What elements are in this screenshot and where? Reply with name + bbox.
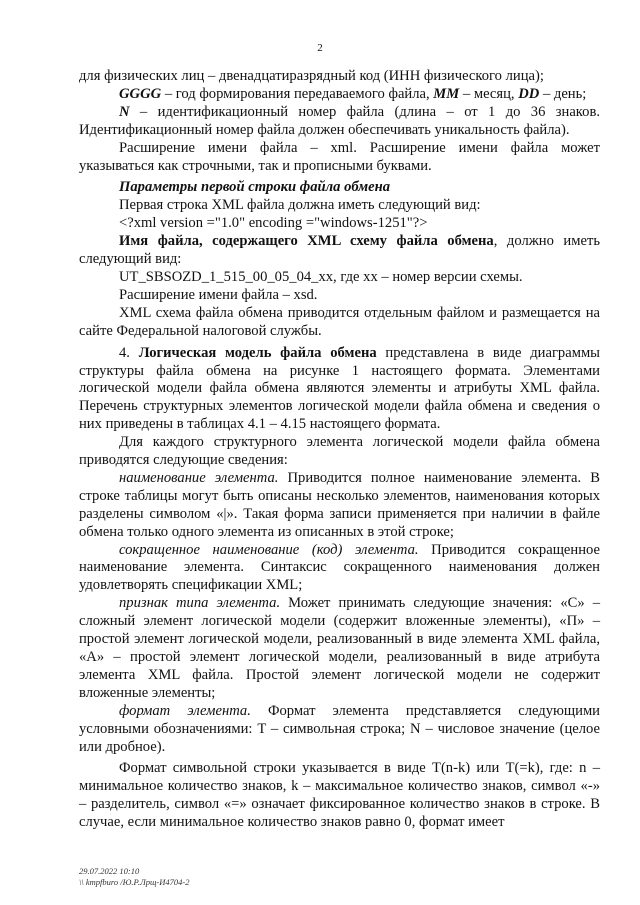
paragraph-14: [79, 470, 600, 542]
paragraph-3: [79, 104, 600, 140]
schema-file-name-text: UT_SBSOZD_1_515_00_05_04_xx, где хх – номер версии схемы.: [119, 268, 523, 285]
p12-num: 4.: [119, 344, 139, 361]
paragraph-10: [79, 287, 600, 305]
p2-month-code: MM: [433, 85, 460, 102]
section-heading: [79, 179, 600, 197]
paragraph-11: [79, 305, 600, 341]
p14-text: Приводится полное наименование элемента. В строке таблицы могут быть описаны несколько элементов, наименования которых разделены символом «|». Такая форма записи применяется при наличии в файле обмена только одного элемента из описанных в этой строке;: [79, 469, 600, 540]
p17-term: формат элемента.: [119, 702, 251, 719]
p16-text: Может принимать следующие значения: «С» – сложный элемент логической модели (содержит вложенные элементы), «П» – простой элемент логической модели, реализованный в виде элемента XML файла, «А» – простой элемент логической модели, реализованный в виде атрибута элемента XML файла. Простой элемент логической модели не содержит вложенные элементы;: [79, 595, 600, 701]
p8-bold: Имя файла, содержащего XML схему файла обмена: [119, 233, 494, 250]
paragraph-1: [79, 68, 600, 86]
p18-text: Формат символьной строки указывается в виде T(n-k) или T(=k), где: n – минимальное количество знаков, k – максимальное количество знаков, символ «-» – разделитель, символ «=» означает фиксированное количество знаков в строке. В случае, если минимальное количество знаков равно 0, формат имеет: [79, 760, 600, 831]
footer-date: 29.07.2022 10:10: [79, 866, 140, 876]
p12-bold: Логическая модель файла обмена: [138, 344, 377, 361]
p6-text: Первая строка XML файла должна иметь следующий вид:: [119, 197, 481, 214]
section-heading-text: Параметры первой строки файла обмена: [119, 179, 391, 196]
p10-text: Расширение имени файла – xsd.: [119, 286, 318, 303]
schema-file-name: [79, 269, 600, 287]
p11-text: XML схема файла обмена приводится отдельным файлом и размещается на сайте Федеральной налоговой службы.: [79, 304, 600, 339]
p2-day-code: DD: [518, 85, 540, 102]
paragraph-12: [79, 345, 600, 435]
p4-text: Расширение имени файла – xml. Расширение имени файла может указываться как строчными, так и прописными буквами.: [79, 139, 600, 174]
p2-text-2: – месяц,: [459, 85, 519, 102]
p2-text-3: – день;: [539, 85, 587, 102]
p15-term: сокращенное наименование (код) элемента.: [119, 541, 419, 558]
p2-text-1: – год формирования передаваемого файла,: [161, 85, 434, 102]
p3-code: N: [119, 103, 130, 120]
paragraph-8: [79, 233, 600, 269]
paragraph-6: [79, 197, 600, 215]
paragraph-15: [79, 542, 600, 596]
print-footer: [79, 866, 189, 888]
p2-year-code: GGGG: [119, 85, 162, 102]
paragraph-16: [79, 595, 600, 702]
document-body: [79, 68, 600, 832]
p1-text: для физических лиц – двенадцатиразрядный код (ИНН физического лица);: [79, 68, 544, 84]
p3-text: – идентификационный номер файла (длина – от 1 до 36 знаков. Идентификационный номер файла должен обеспечивать уникальность файла).: [79, 103, 600, 138]
paragraph-2: [79, 86, 600, 104]
xml-declaration: [79, 215, 600, 233]
p8-text: , должно иметь следующий вид:: [79, 233, 600, 268]
xml-declaration-text: <?xml version ="1.0" encoding ="windows-1251"?>: [119, 215, 428, 232]
page-number: 2: [317, 42, 323, 54]
p16-term: признак типа элемента.: [119, 595, 281, 612]
p14-term: наименование элемента.: [119, 469, 279, 486]
p13-text: Для каждого структурного элемента логической модели файла обмена приводятся следующие сведения:: [79, 434, 600, 469]
p15-text: Приводится сокращенное наименование элемента. Синтаксис сокращенного наименования должен удовлетворять спецификации XML;: [79, 541, 600, 594]
p12-text: представлена в виде диаграммы структуры файла обмена на рисунке 1 настоящего формата. Элементами логической модели файла обмена являются элементы и атрибуты XML файла. Перечень структурных элементов логической модели файла обмена и сведения о них приведены в таблицах 4.1 – 4.15 настоящего формата.: [79, 344, 600, 433]
footer-path: \\ kmpfburo /Ю.Р.Лрщ-И4704-2: [79, 877, 190, 887]
paragraph-4: [79, 140, 600, 176]
paragraph-17: [79, 703, 600, 757]
p17-text: Формат элемента представляется следующими условными обозначениями: T – символьная строка; N – числовое значение (целое или дробное).: [79, 702, 600, 755]
paragraph-18: [79, 760, 600, 832]
paragraph-13: [79, 434, 600, 470]
